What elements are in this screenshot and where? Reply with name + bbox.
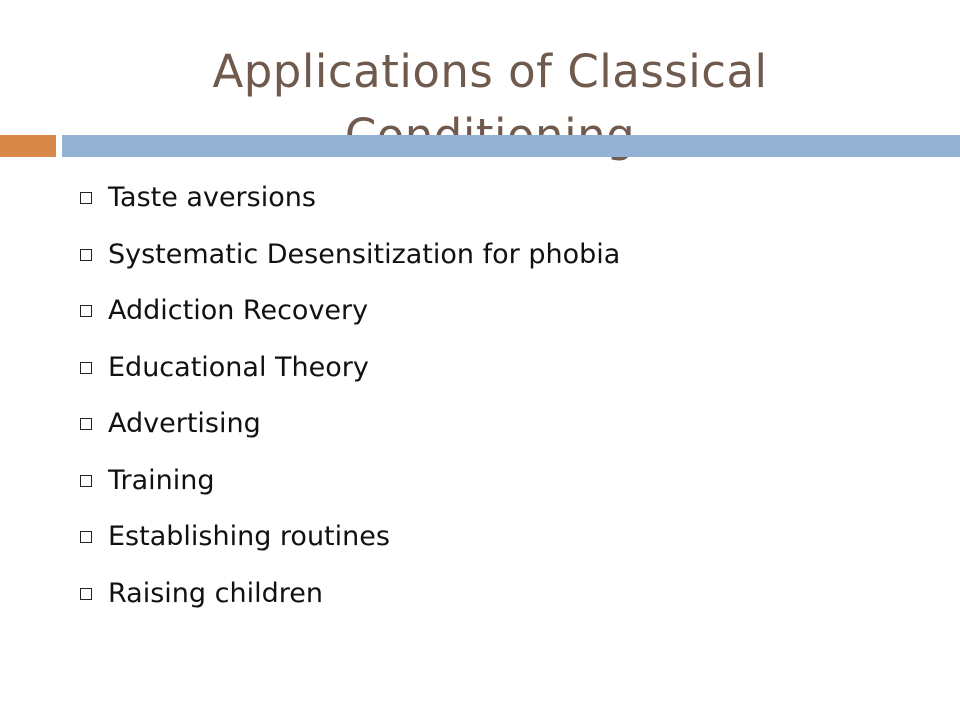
bullet-text: Educational Theory xyxy=(108,351,369,383)
hollow-square-icon xyxy=(80,192,92,204)
bullet-list xyxy=(0,170,960,622)
hollow-square-icon xyxy=(80,475,92,487)
bullet-text: Systematic Desensitization for phobia xyxy=(108,238,621,270)
bullet-text: Raising children xyxy=(108,577,323,609)
hollow-square-icon xyxy=(80,362,92,374)
title-rule-bar xyxy=(62,135,960,157)
bullet-text: Establishing routines xyxy=(108,521,390,552)
bullet-item xyxy=(0,509,960,566)
bullet-text: Addiction Recovery xyxy=(108,295,369,326)
bullet-item xyxy=(0,227,960,284)
hollow-square-icon xyxy=(80,418,92,430)
hollow-square-icon xyxy=(80,305,92,317)
bullet-text: Training xyxy=(108,464,215,496)
bullet-item xyxy=(0,566,960,623)
slide-title-line-1: Applications of Classical xyxy=(212,45,768,99)
bullet-item xyxy=(0,396,960,453)
bullet-item xyxy=(0,170,960,227)
hollow-square-icon xyxy=(80,249,92,261)
hollow-square-icon xyxy=(80,588,92,600)
bullet-text: Advertising xyxy=(108,408,261,439)
hollow-square-icon xyxy=(80,531,92,543)
bullet-text: Taste aversions xyxy=(108,182,316,213)
bullet-item xyxy=(0,453,960,510)
title-accent-bar xyxy=(0,135,56,157)
bullet-item xyxy=(0,340,960,397)
bullet-item xyxy=(0,283,960,340)
